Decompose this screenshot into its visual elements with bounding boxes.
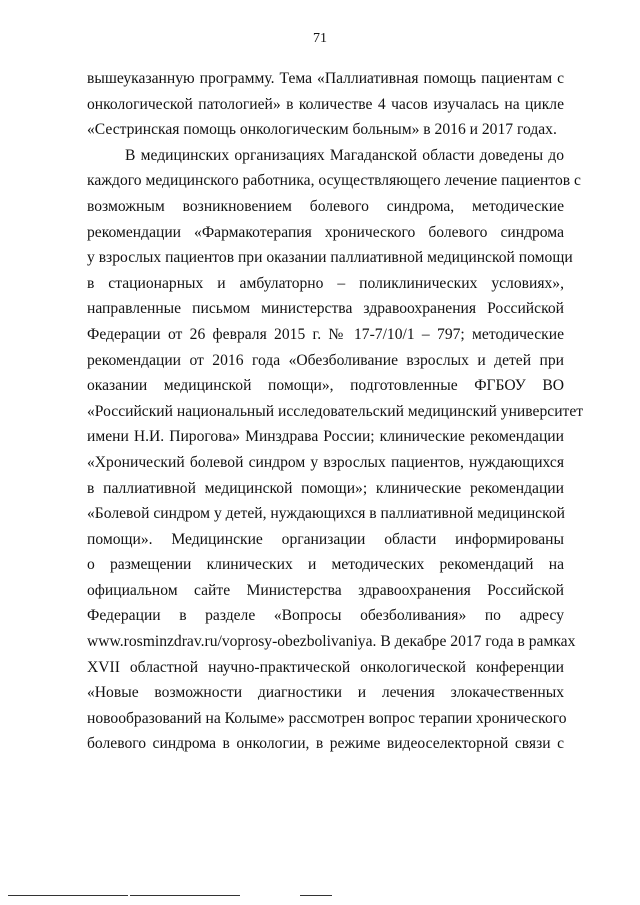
- text-line: в стационарных и амбулаторно – поликлинических условиях»,: [87, 274, 564, 292]
- text-line: Федерации в разделе «Вопросы обезболивания» по адресу: [87, 607, 564, 625]
- text-line: вышеуказанную программу. Тема «Паллиативная помощь пациентам с: [87, 70, 564, 87]
- text-line: возможным возникновением болевого синдрома, методические: [87, 197, 564, 215]
- text-line: официальном сайте Министерства здравоохранения Российской: [87, 581, 564, 599]
- text-line: XVII областной научно-практической онкологической конференции: [87, 658, 564, 676]
- text-line: «Болевой синдром у детей, нуждающихся в паллиативной медицинской: [87, 505, 566, 523]
- text-line: рекомендации от 2016 года «Обезболивание взрослых и детей при: [87, 351, 564, 369]
- text-line: онкологической патологией» в количестве 4 часов изучалась на цикле: [87, 95, 564, 113]
- text-line: «Новые возможности диагностики и лечения злокачественных: [87, 684, 564, 702]
- text-line: имени Н.И. Пирогова» Минздрава России; клинические рекомендации: [87, 428, 564, 446]
- text-line: болевого синдрома в онкологии, в режиме видеоселекторной связи с: [87, 735, 564, 753]
- text-line: новообразований на Колыме» рассмотрен вопрос терапии хронического: [87, 709, 567, 727]
- text-line: рекомендации «Фармакотерапия хронического болевого синдрома: [87, 223, 564, 241]
- text-line: помощи». Медицинские организации области информированы: [87, 530, 564, 548]
- text-line: оказании медицинской помощи», подготовленные ФГБОУ ВО: [87, 377, 564, 395]
- footer-rule-center: [130, 895, 240, 896]
- page-number: 71: [313, 31, 327, 46]
- text-line: «Хронический болевой синдром у взрослых пациентов, нуждающихся: [87, 453, 564, 471]
- text-line: В медицинских организациях Магаданской области доведены до: [125, 146, 564, 164]
- footer-rule-left: [8, 895, 128, 896]
- text-line: в паллиативной медицинской помощи»; клинические рекомендации: [87, 479, 564, 497]
- text-line: «Сестринская помощь онкологическим больным» в 2016 и 2017 годах.: [87, 121, 557, 139]
- footer-rule-right: [300, 895, 332, 896]
- text-line: «Российский национальный исследовательский медицинский университет: [87, 402, 584, 420]
- text-line: направленные письмом министерства здравоохранения Российской: [87, 300, 564, 318]
- text-line: www.rosminzdrav.ru/voprosy-obezbolivaniya. В декабре 2017 года в рамках: [87, 633, 576, 651]
- text-line: Федерации от 26 февраля 2015 г. № 17-7/10/1 – 797; методические: [87, 325, 564, 343]
- text-line: каждого медицинского работника, осуществляющего лечение пациентов с: [87, 172, 581, 190]
- document-body: [87, 66, 584, 757]
- text-line: у взрослых пациентов при оказании паллиативной медицинской помощи: [87, 249, 573, 267]
- text-line: о размещении клинических и методических рекомендаций на: [87, 556, 564, 574]
